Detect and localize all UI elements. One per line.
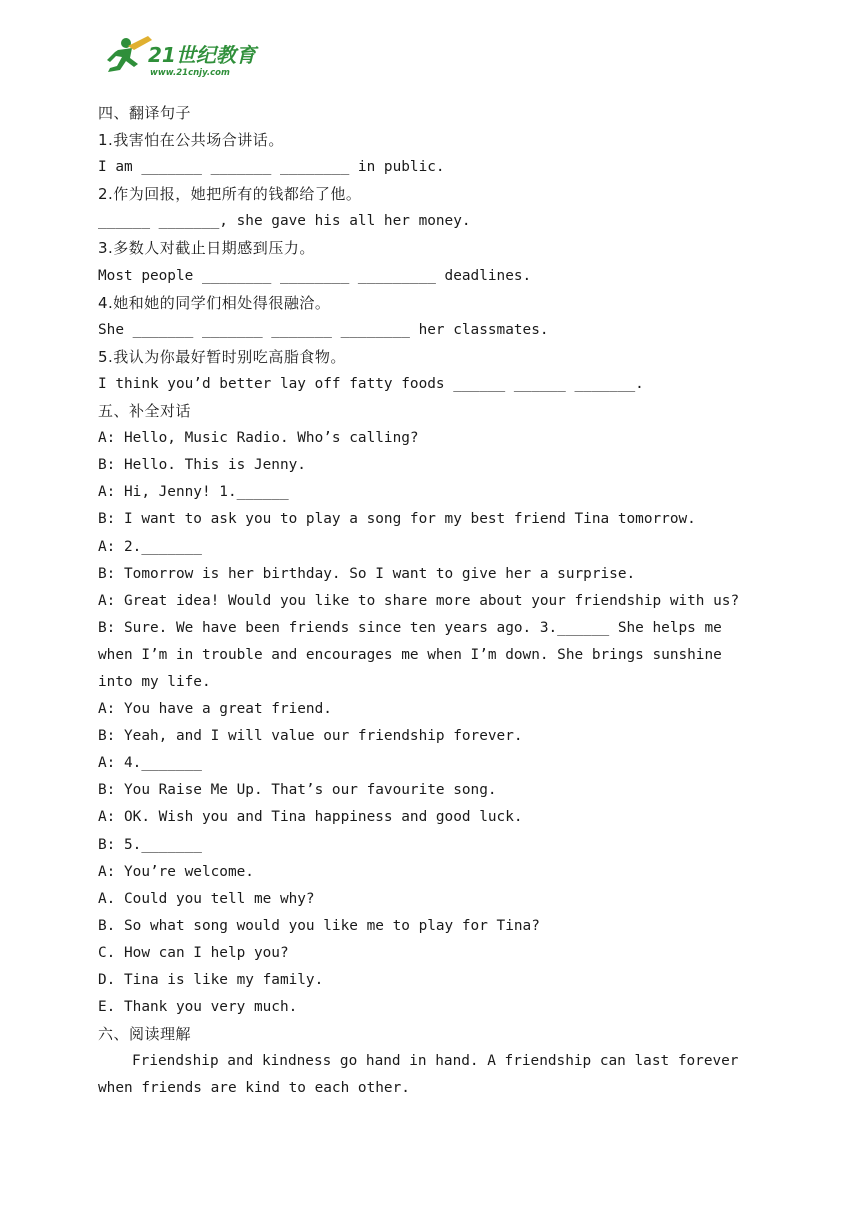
- dialogue-line: A: Great idea! Would you like to share more about your friendship with us?: [98, 592, 740, 609]
- runner-logo-icon: [107, 36, 152, 72]
- sentence-en: ______ _______, she gave his all her money.: [98, 213, 471, 230]
- answer-option: A. Could you tell me why?: [98, 890, 315, 907]
- dialogue-line: A: Hello, Music Radio. Who’s calling?: [98, 430, 419, 447]
- logo-text: 21世纪教育: [148, 43, 256, 67]
- dialogue-line: A: OK. Wish you and Tina happiness and good luck.: [98, 809, 523, 826]
- dialogue-line: A: You’re welcome.: [98, 863, 254, 880]
- reading-paragraph: when friends are kind to each other.: [98, 1080, 410, 1097]
- answer-option: E. Thank you very much.: [98, 999, 298, 1016]
- answer-option: C. How can I help you?: [98, 944, 289, 961]
- section-title: 四、翻译句子: [98, 104, 192, 122]
- dialogue-line: B: Hello. This is Jenny.: [98, 457, 306, 474]
- dialogue-line: when I’m in trouble and encourages me when I’m down. She brings sunshine: [98, 646, 722, 663]
- sentence-en: I am _______ _______ ________ in public.: [98, 159, 445, 176]
- sentence-en: Most people ________ ________ _________ deadlines.: [98, 267, 532, 284]
- dialogue-line: A: 4._______: [98, 755, 202, 772]
- sentence-cn: 4.她和她的同学们相处得很融洽。: [98, 293, 331, 312]
- answer-option: D. Tina is like my family.: [98, 972, 324, 988]
- sentence-cn: 2.作为回报，她把所有的钱都给了他。: [98, 185, 362, 204]
- worksheet-content: [98, 100, 758, 1102]
- dialogue-line: B: You Raise Me Up. That’s our favourite song.: [98, 782, 497, 799]
- sentence-cn: 5.我认为你最好暂时别吃高脂食物。: [98, 347, 346, 366]
- site-logo: [100, 34, 270, 80]
- sentence-cn: 3.多数人对截止日期感到压力。: [98, 239, 315, 258]
- sentence-cn: 1.我害怕在公共场合讲话。: [98, 131, 284, 150]
- dialogue-line: A: Hi, Jenny! 1.______: [98, 484, 289, 501]
- logo-url: www.21cnjy.com: [150, 68, 230, 78]
- section-title: 五、补全对话: [98, 402, 192, 421]
- sentence-en: I think you’d better lay off fatty foods ______ ______ _______.: [98, 375, 644, 392]
- dialogue-line: into my life.: [98, 673, 211, 690]
- dialogue-line: A: 2._______: [98, 538, 202, 555]
- sentence-en: She _______ _______ _______ ________ her classmates.: [98, 321, 549, 338]
- answer-option: B. So what song would you like me to play for Tina?: [98, 917, 540, 934]
- dialogue-line: B: Yeah, and I will value our friendship forever.: [98, 728, 523, 745]
- dialogue-line: B: Sure. We have been friends since ten years ago. 3.______ She helps me: [98, 619, 722, 636]
- dialogue-line: B: Tomorrow is her birthday. So I want to give her a surprise.: [98, 565, 636, 582]
- reading-paragraph: Friendship and kindness go hand in hand. A friendship can last forever: [132, 1053, 739, 1070]
- dialogue-line: B: 5._______: [98, 836, 202, 853]
- dialogue-line: A: You have a great friend.: [98, 701, 332, 718]
- dialogue-line: B: I want to ask you to play a song for my best friend Tina tomorrow.: [98, 511, 696, 528]
- section-title: 六、阅读理解: [98, 1025, 192, 1044]
